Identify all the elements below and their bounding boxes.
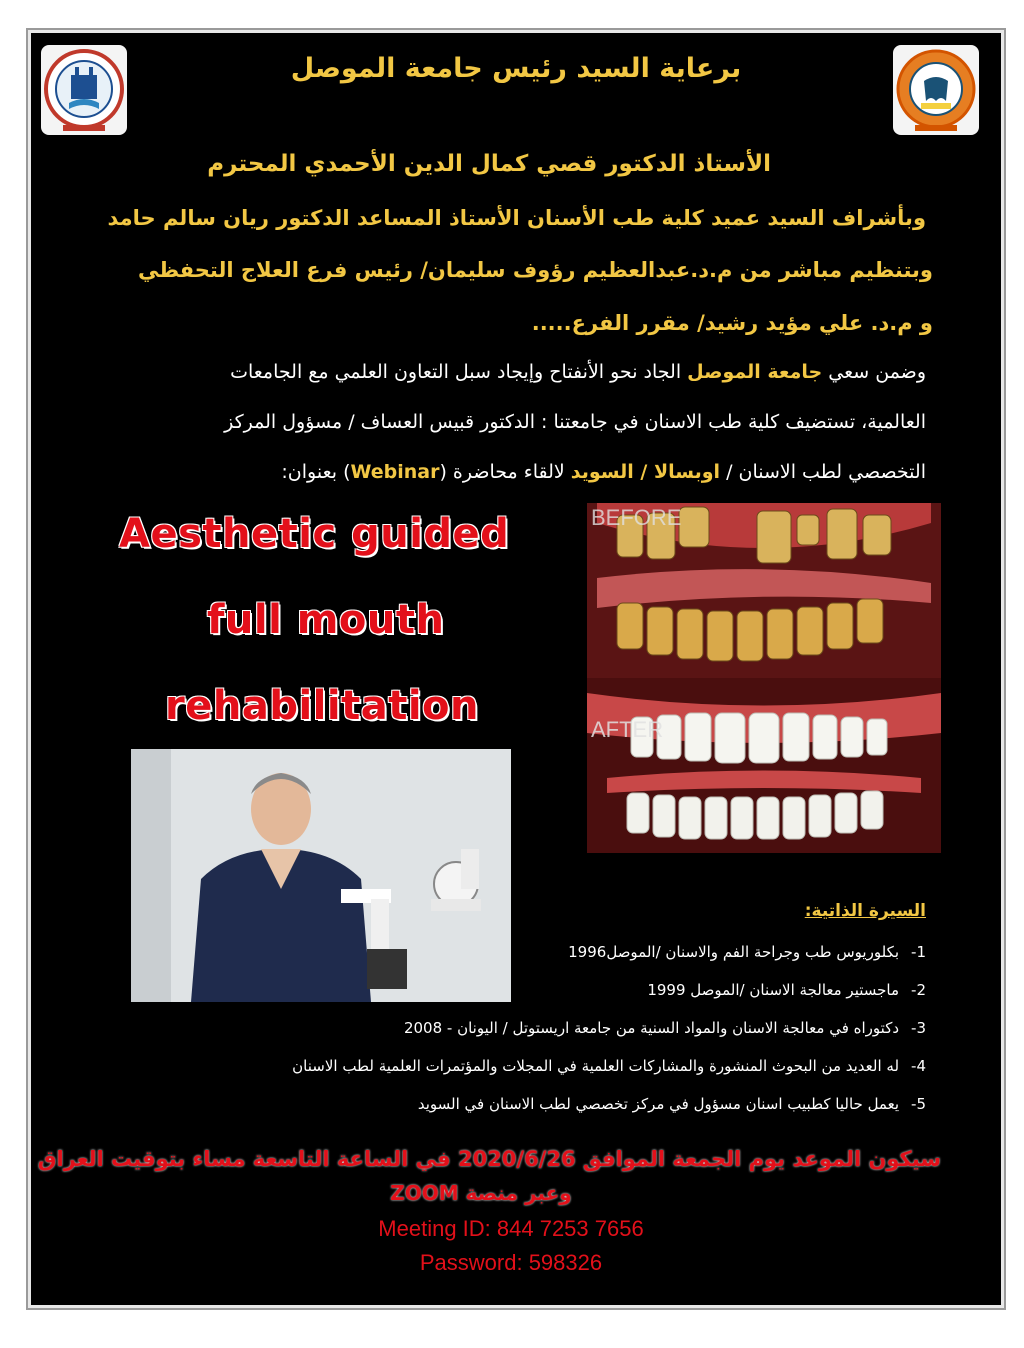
- bio-item-number: 3-: [911, 1019, 926, 1037]
- bio-item-text: ماجستير معالجة الاسنان /الموصل 1999: [647, 981, 900, 999]
- rapporteur-line: و م.د. علي مؤيد رشيد/ مقرر الفرع.....: [531, 311, 933, 335]
- bio-item: [568, 943, 926, 961]
- bio-item-text: له العديد من البحوث المنشورة والمشاركات العلمية في المجلات والمؤتمرات العلمية لطب الاسنان: [292, 1057, 900, 1075]
- lecture-title-line-3: rehabilitation: [165, 683, 479, 729]
- bio-item: [292, 1057, 926, 1075]
- webinar-label: Webinar: [350, 461, 440, 483]
- schedule-date: سيكون الموعد يوم الجمعة الموافق 2020/6/26 في الساعة التاسعة مساء بتوقيت العراق: [37, 1147, 941, 1171]
- intro-text: الجاد نحو الأنفتاح وإيجاد سبل التعاون العلمي مع الجامعات: [230, 361, 688, 383]
- poster: [28, 30, 1004, 1308]
- location-name: اوبسالا / السويد: [570, 461, 721, 483]
- university-logo: [41, 45, 127, 135]
- before-after-teeth-photo: [587, 503, 941, 853]
- bio-item-number: 2-: [911, 981, 926, 999]
- intro-line-2: العالمية، تستضيف كلية طب الاسنان في جامعتنا : الدكتور قبيس العساف / مسؤول المركز: [224, 411, 926, 433]
- lecture-title-line-1: Aesthetic guided: [119, 511, 510, 557]
- dentistry-college-logo: [893, 45, 979, 135]
- meeting-password[interactable]: Password: 598326: [419, 1250, 603, 1275]
- organizer-line: وبتنظيم مباشر من م.د.عبدالعظيم رؤوف سليمان/ رئيس فرع العلاج التحفظي: [137, 258, 933, 282]
- intro-text: ) بعنوان:: [281, 461, 351, 483]
- meeting-id[interactable]: Meeting ID: 844 7253 7656: [378, 1216, 644, 1241]
- schedule-platform: وعبر منصة ZOOM: [390, 1181, 572, 1205]
- after-label: AFTER: [591, 717, 664, 742]
- bio-heading: السيرة الذاتية:: [804, 901, 926, 921]
- speaker-photo: [131, 749, 511, 1002]
- intro-text: وضمن سعي: [822, 361, 926, 383]
- bio-item: [647, 981, 926, 999]
- university-name: جامعة الموصل: [687, 361, 823, 383]
- dean-line: وبأشراف السيد عميد كلية طب الأسنان الأستاذ المساعد الدكتور ريان سالم حامد: [107, 206, 926, 230]
- intro-text: لالقاء محاضرة (: [439, 461, 571, 483]
- bio-item: [404, 1019, 926, 1037]
- bio-item-text: بكلوريوس طب وجراحة الفم والاسنان /الموصل1996: [568, 943, 900, 961]
- bio-item-number: 5-: [911, 1095, 926, 1113]
- bio-item-text: دكتوراه في معالجة الاسنان والمواد السنية من جامعة اريستوتل / اليونان - 2008: [403, 1019, 900, 1037]
- bio-item: [418, 1095, 926, 1113]
- bio-item-number: 1-: [911, 943, 926, 961]
- intro-text: التخصصي لطب الاسنان /: [720, 461, 926, 483]
- before-label: BEFORE: [591, 505, 682, 530]
- president-line: الأستاذ الدكتور قصي كمال الدين الأحمدي المحترم: [207, 151, 771, 177]
- patron-line: برعاية السيد رئيس جامعة الموصل: [290, 53, 742, 84]
- bio-item-text: يعمل حاليا كطبيب اسنان مسؤول في مركز تخصصي لطب الاسنان في السويد: [417, 1095, 900, 1113]
- intro-line-1: [230, 361, 926, 383]
- lecture-title-line-2: full mouth: [207, 597, 445, 643]
- bio-item-number: 4-: [911, 1057, 926, 1075]
- intro-line-3: [281, 461, 926, 483]
